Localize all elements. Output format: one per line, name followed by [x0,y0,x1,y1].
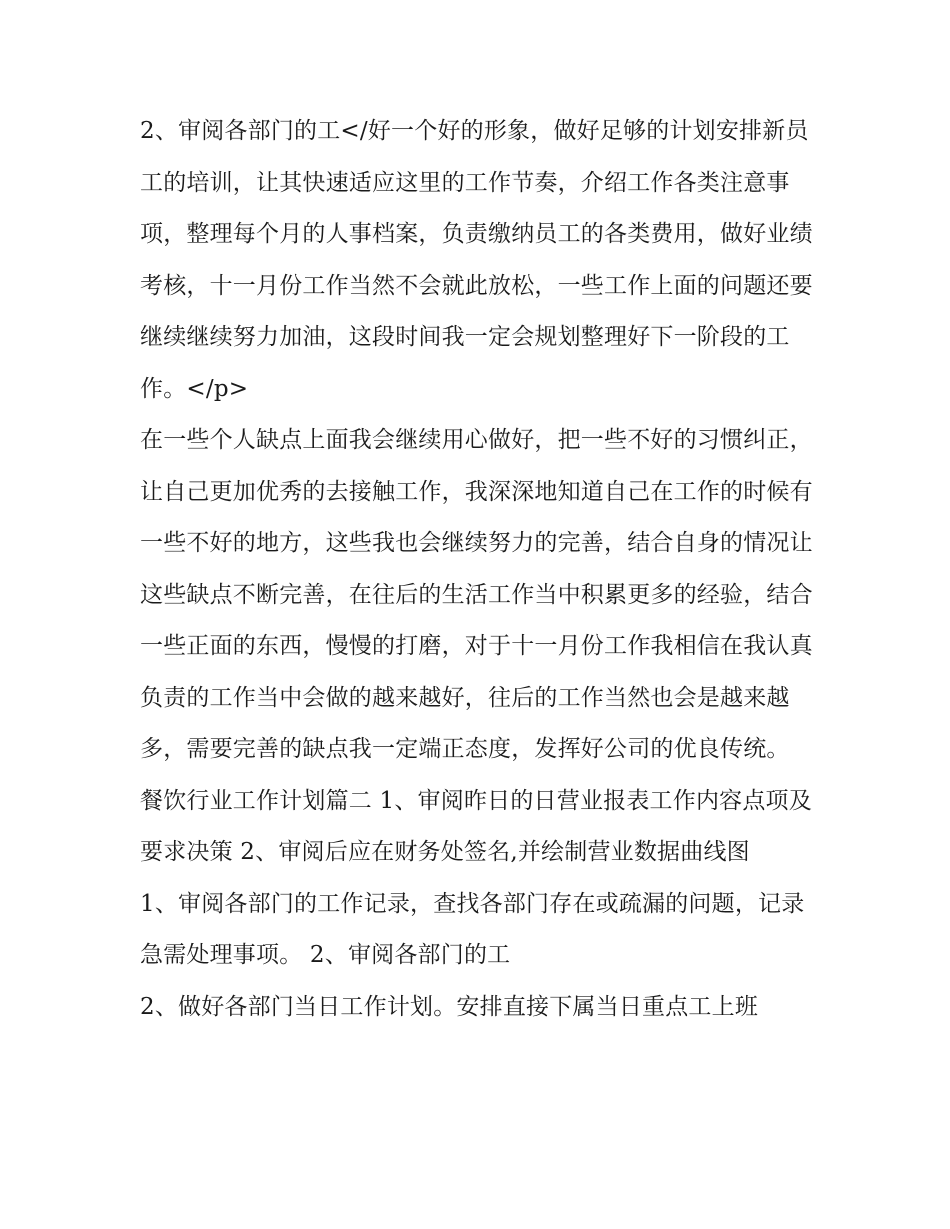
paragraph-3: 餐饮行业工作计划篇二 1、审阅昨日的日营业报表工作内容点项及要求决策 2、审阅后应在财务处签名,并绘制营业数据曲线图 [140,787,812,865]
paragraph-5: 2、做好各部门当日工作计划。安排直接下属当日重点工上班 [140,993,759,1020]
document-body [140,106,820,1033]
paragraph-1: 2、审阅各部门的工</好一个好的形象，做好足够的计划安排新员工的培训，让其快速适应这里的工作节奏，介绍工作各类注意事项，整理每个月的人事档案，负责缴纳员工的各类费用，做好业绩考核，十一月份工作当然不会就此放松，一些工作上面的问题还要继续继续努力加油，这段时间我一定会规划整理好下一阶段的工作。</p> [140,118,813,402]
paragraph-4: 1、审阅各部门的工作记录，查找各部门存在或疏漏的问题，记录急需处理事项。 2、审阅各部门的工 [140,890,805,968]
paragraph-2: 在一些个人缺点上面我会继续用心做好，把一些不好的习惯纠正，让自己更加优秀的去接触工作，我深深地知道自己在工作的时候有一些不好的地方，这些我也会继续努力的完善，结合自身的情况让这些缺点不断完善，在往后的生活工作当中积累更多的经验，结合一些正面的东西，慢慢的打磨，对于十一月份工作我相信在我认真负责的工作当中会做的越来越好，往后的工作当然也会是越来越多，需要完善的缺点我一定端正态度，发挥好公司的优良传统。 [140,427,813,762]
